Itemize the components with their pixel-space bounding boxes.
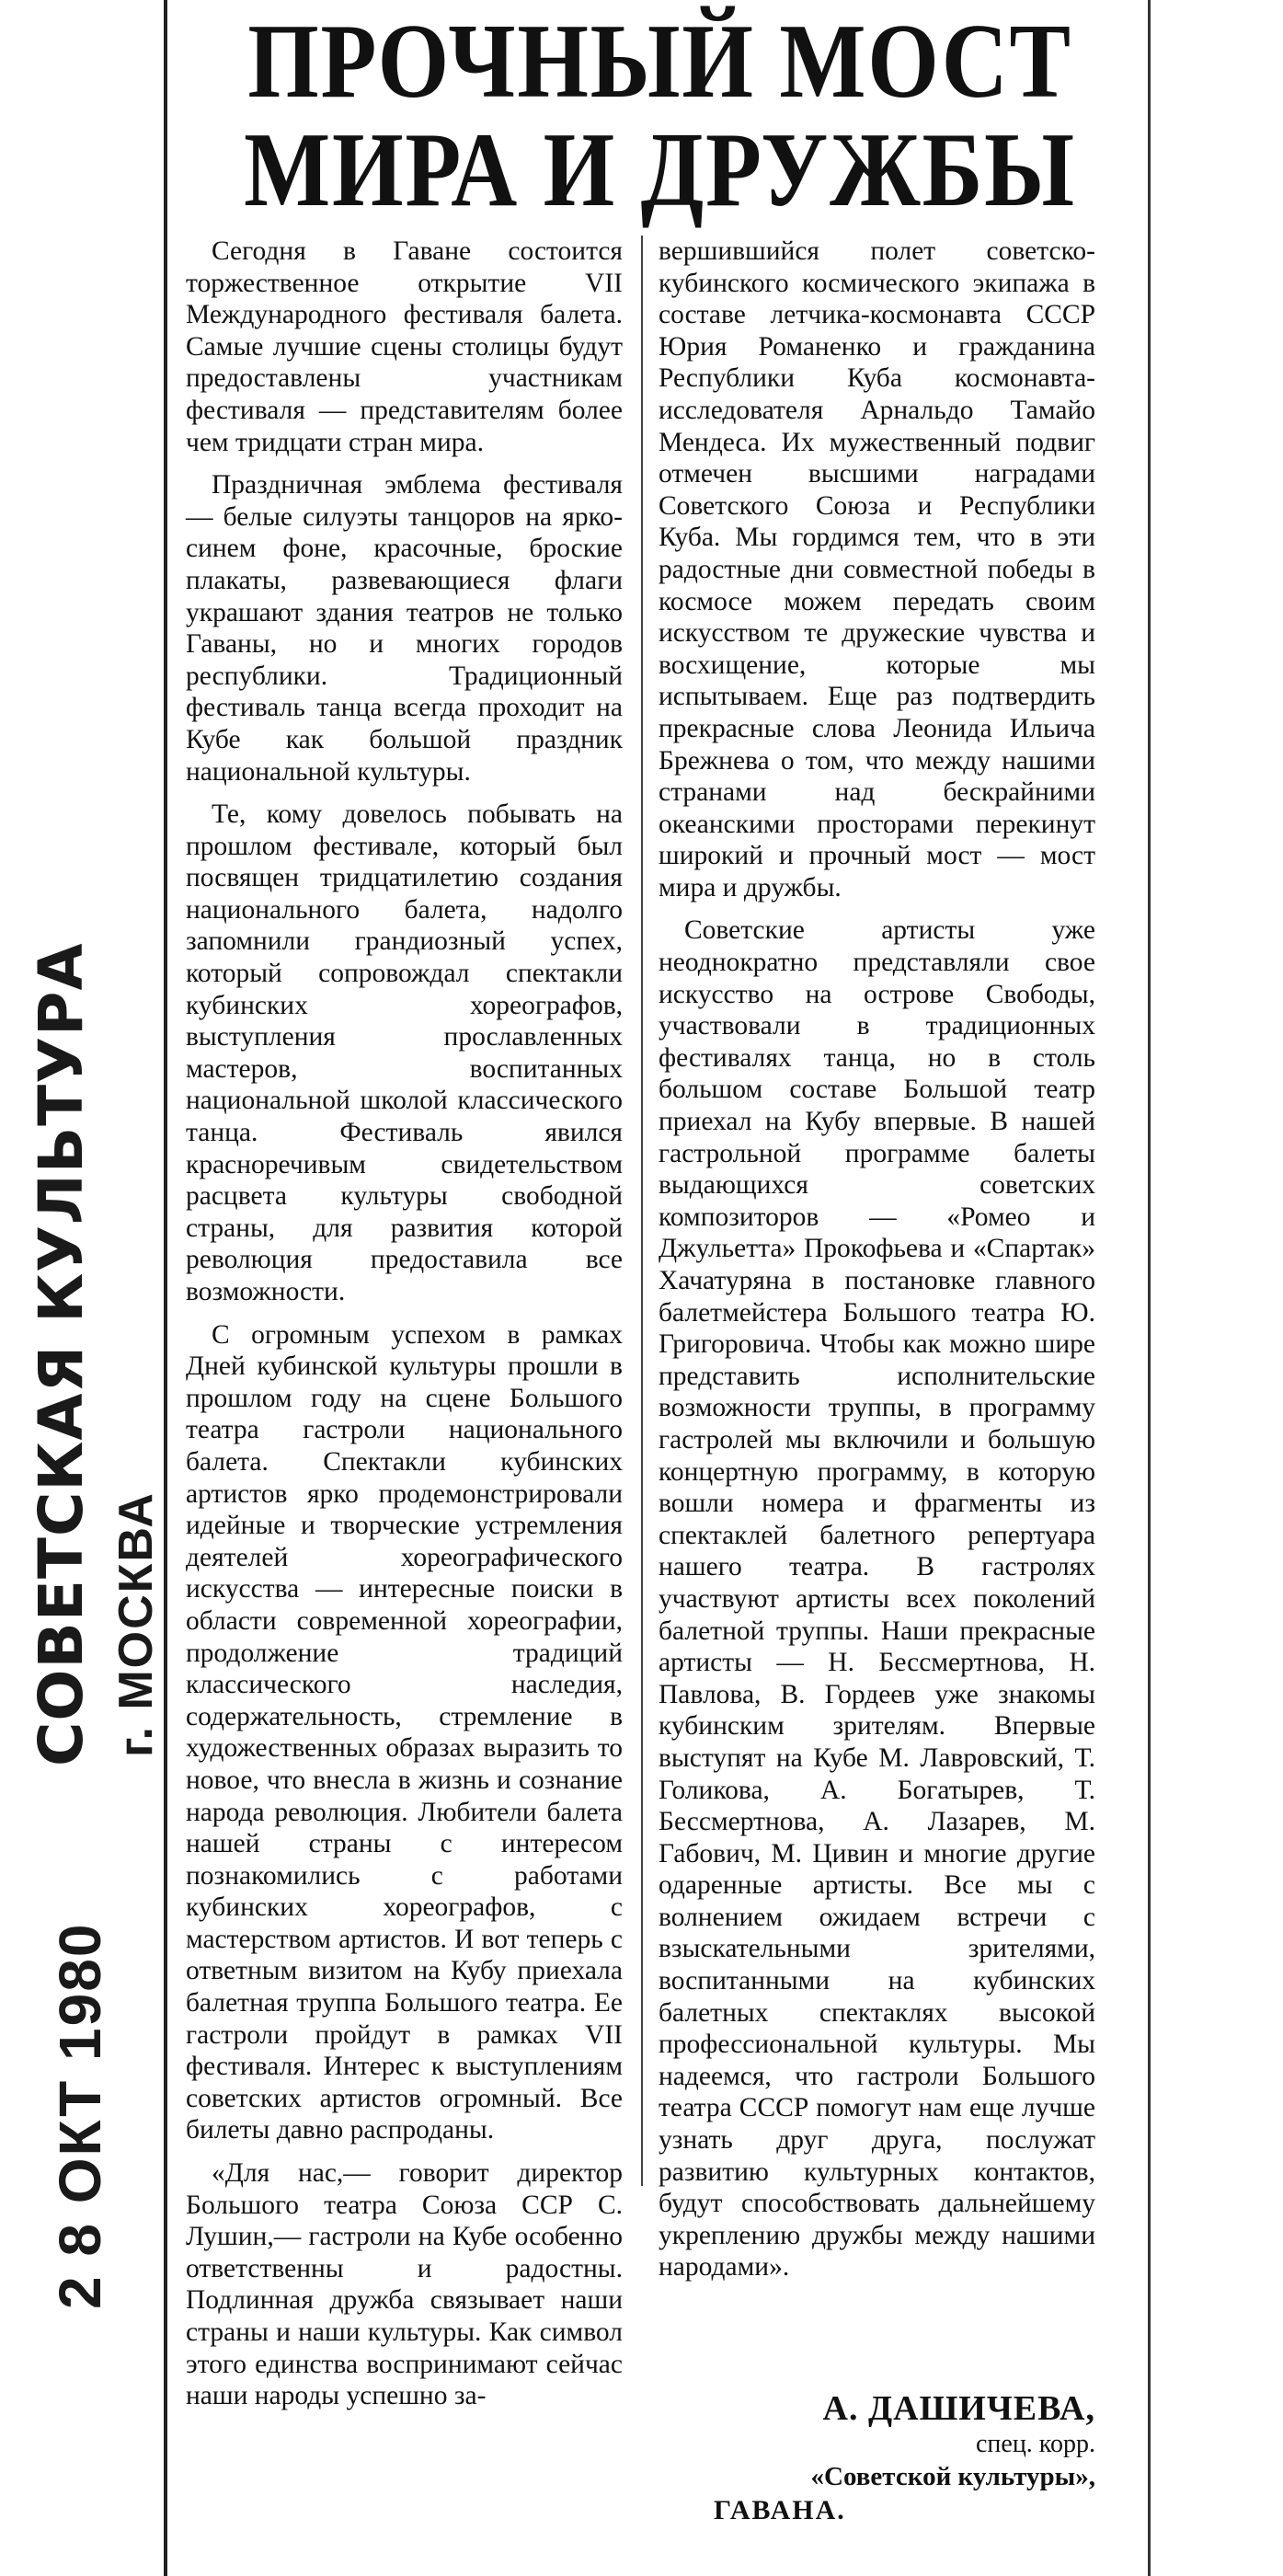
author-position: спец. корр.	[975, 2430, 1095, 2458]
stamp-city: г. МОСКВА	[109, 1491, 163, 1757]
archive-stamp	[0, 942, 175, 2309]
article-left-column	[186, 236, 623, 2423]
stamp-newspaper-name: СОВЕТСКАЯ КУЛЬТУРА	[26, 942, 97, 1766]
paragraph: «Для нас,— говорит директор Большого театра Союза ССР С. Лушин,— гастроли на Кубе особенно ответственны и радостны. Подлинная дружба связывает наши страны и наши культуры. Как символ этого единства воспринимают сейчас наши народы успешно за-	[186, 2158, 623, 2411]
dateline-city: ГАВАНА.	[714, 2495, 846, 2525]
paragraph: С огромным успехом в рамках Дней кубинской культуры прошли в прошлом году на сцене Большого театра гастроли национального балета. Спектакли кубинских артистов ярко продемонстрировали идейные и творческие устремления деятелей хореографического искусства — интересные поиски в области современной хореографии, продолжение традиций классического наследия, содержательность, стремление в художественных образах выразить то новое, что внесла в жизнь и сознание народа революция. Любители балета нашей страны с интересом познакомились с работами кубинских хореографов, с мастерством артистов. И вот теперь с ответным визитом на Кубу приехала балетная труппа Большого театра. Ее гастроли пройдут в рамках VII фестиваля. Интерес к выступлениям советских артистов огромный. Все билеты давно распроданы.	[186, 1319, 623, 2145]
author-newspaper: «Советской культуры»,	[810, 2462, 1095, 2491]
clipping-left-edge	[164, 0, 167, 2576]
article-right-column	[659, 236, 1095, 2294]
author-name: А. ДАШИЧЕВА,	[822, 2389, 1095, 2428]
paragraph: Те, кому довелось побывать на прошлом фестивале, который был посвящен тридцатилетию создания национального балета, надолго запомнили грандиозный успех, который сопровождал спектакли кубинских хореографов, выступления прославленных мастеров, воспитанных национальной школой классического танца. Фестиваль явился красноречивым свидетельством расцвета культуры свободной страны, для развития которой революция предоставила все возможности.	[186, 799, 623, 1306]
article-signoff	[659, 2388, 1095, 2528]
paragraph: Советские артисты уже неоднократно представляли свое искусство на острове Свободы, участвовали в традиционных фестивалях танца, но в столь большом составе Большой театр приехал на Кубу впервые. В нашей гастрольной программе балеты выдающихся советских композиторов — «Ромео и Джульетта» Прокофьева и «Спартак» Хачатуряна в постановке главного балетмейстера Большого театра Ю. Григоровича. Чтобы как можно шире представить исполнительские возможности труппы, в программу гастролей мы включили и большую концертную программу, в которую вошли номера и фрагменты из спектаклей балетного репертуара нашего театра. В гастролях участвуют артисты всех поколений балетной труппы. Наши прекрасные артисты — Н. Бессмертнова, Н. Павлова, В. Гордеев уже знакомы кубинским зрителям. Впервые выступят на Кубе М. Лавровский, Т. Голикова, А. Богатырев, Т. Бессмертнова, А. Лазарев, М. Габович, М. Цивин и многие другие одаренные артисты. Все мы с волнением ожидаем встречи с взыскательными зрителями, воспитанными на кубинских балетных спектаклях высокой профессиональной культуры. Мы надеемся, что гастроли Большого театра СССР помогут нам еще лучше узнать друг друга, послужат развитию культурных контактов, будут способствовать дальнейшему укреплению дружбы между нашими народами».	[659, 915, 1095, 2283]
column-divider	[641, 236, 643, 2186]
headline-line-2: МИРА И ДРУЖБЫ	[244, 111, 1076, 229]
clipping-right-edge	[1148, 0, 1151, 2576]
stamp-date: 2 8 ОКТ 1980	[47, 1922, 113, 2309]
paragraph: Праздничная эмблема фестиваля — белые силуэты танцоров на ярко-синем фоне, красочные, броские плакаты, развевающиеся флаги украшают здания театров не только Гаваны, но и многих городов республики. Традиционный фестиваль танца всегда проходит на Кубе как большой праздник национальной культуры.	[186, 470, 623, 787]
headline-line-1: ПРОЧНЫЙ МОСТ	[247, 3, 1072, 121]
paragraph: Сегодня в Гаване состоится торжественное открытие VII Международного фестиваля балета. Самые лучшие сцены столицы будут предоставлены участникам фестиваля — представителям более чем тридцати стран мира.	[186, 236, 623, 457]
paragraph: вершившийся полет советско-кубинского космического экипажа в составе летчика-космонавта СССР Юрия Романенко и гражданина Республики Куба космонавта-исследователя Арнальдо Тамайо Мендеса. Их мужественный подвиг отмечен высшими наградами Советского Союза и Республики Куба. Мы гордимся тем, что в эти радостные дни совместной победы в космосе можем передать своим искусством те дружеские чувства и восхищение, которые мы испытываем. Еще раз подтвердить прекрасные слова Леонида Ильича Брежнева о том, что между нашими странами над бескрайними океанскими просторами перекинут широкий и прочный мост — мост мира и дружбы.	[659, 236, 1095, 903]
article-headline	[243, 3, 1077, 229]
